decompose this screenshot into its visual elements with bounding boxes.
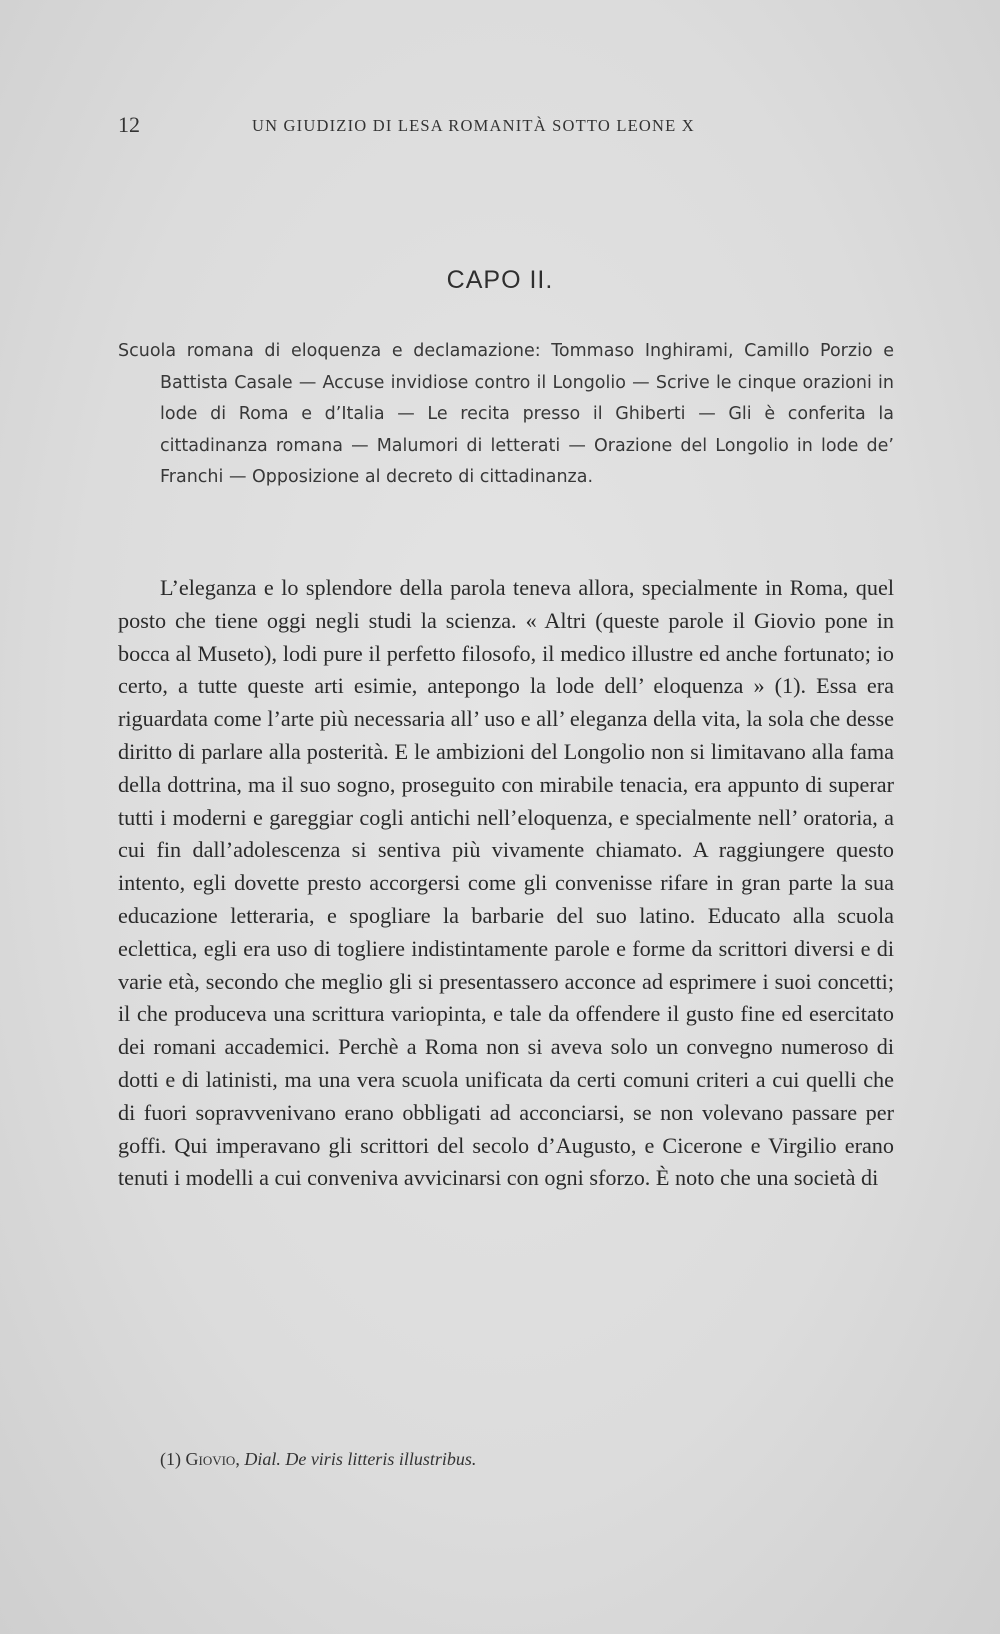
- footnote-comma: ,: [235, 1449, 245, 1469]
- footnote-author: Giovio: [185, 1449, 236, 1469]
- page-number: 12: [118, 112, 140, 137]
- footnote-work: Dial. De viris litteris illustribus.: [244, 1449, 477, 1469]
- body-text: [118, 572, 894, 1195]
- footnote-marker: (1): [160, 1449, 181, 1469]
- running-head: UN GIUDIZIO DI LESA ROMANITÀ SOTTO LEONE X: [252, 116, 695, 135]
- chapter-title: CAPO II.: [446, 266, 554, 294]
- chapter-summary: [118, 336, 894, 494]
- page-header: [118, 112, 882, 142]
- summary-text: Scuola romana di eloquenza e declamazione: Tommaso Inghirami, Camillo Porzio e Battista Casale — Accuse invidiose contro il Longolio — Scrive le cinque orazioni in lode di Roma e d’Italia — Le recita presso il Ghiberti — Gli è conferita la cittadinanza romana — Malumori di letterati — Orazione del Longolio in lode de’ Franchi — Opposizione al decreto di cittadinanza.: [118, 341, 894, 488]
- body-paragraph: L’eleganza e lo splendore della parola teneva allora, specialmente in Roma, quel posto che tiene oggi negli studi la scienza. « Altri (queste parole il Giovio pone in bocca al Museto), lodi pure il perfetto filosofo, il medico illustre ed anche fortunato; io certo, a tutte queste arti esimie, antepongo la lode dell’ eloquenza » (1). Essa era riguardata come l’arte più necessaria all’ uso e all’ eleganza della vita, la sola che desse diritto di parlare alla posterità. E le ambizioni del Longolio non si limitavano alla fama della dottrina, ma il suo sogno, proseguito con mirabile tenacia, era appunto di superar tutti i moderni e gareggiar cogli antichi nell’eloquenza, e specialmente nell’ oratoria, a cui fin dall’adolescenza si sentiva più vivamente chiamato. A raggiungere questo intento, egli dovette presto accorgersi come gli convenisse rifare in gran parte la sua educazione letteraria, e spogliare la barbarie del suo latino. Educato alla scuola eclettica, egli era uso di togliere indistintamente parole e forme da scrittori diversi e di varie età, secondo che meglio gli si presentassero acconce ad esprimere i suoi concetti; il che produceva una scrittura variopinta, e tale da offendere il gusto fine ed esercitato dei romani accademici. Perchè a Roma non si aveva solo un convegno numeroso di dotti e di latinisti, ma una vera scuola unificata da certi comuni criteri a cui quelli che di fuori sopravvenivano erano obbligati ad acconciarsi, se non volevano passare per goffi. Qui imperavano gli scrittori del secolo d’Augusto, e Cicerone e Virgilio erano tenuti i modelli a cui conveniva avvicinarsi con ogni sforzo. È noto che una società di: [118, 575, 894, 1191]
- footnote: [160, 1449, 860, 1470]
